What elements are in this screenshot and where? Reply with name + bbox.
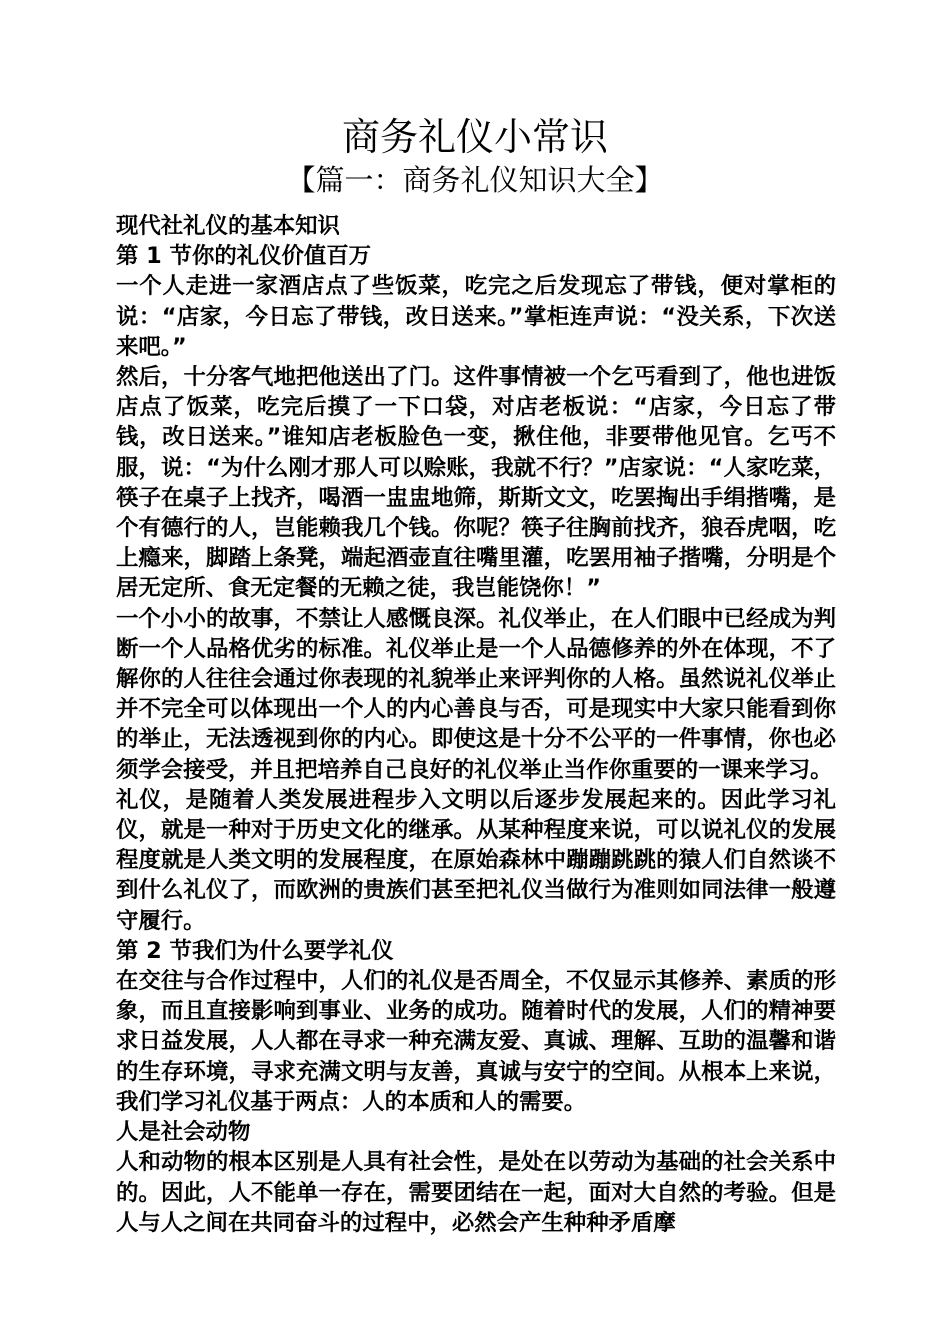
section-heading: 现代社礼仪的基本知识 [116, 213, 340, 239]
body-paragraph: 礼仪，是随着人类发展进程步入文明以后逐步发展起来的。因此学习礼仪，就是一种对于历史文化的继承。从某种程度来说，可以说礼仪的发展程度就是人类文明的发展程度，在原始森林中蹦蹦跳跳的猿人们自然谈不到什么礼仪了，而欧洲的贵族们甚至把礼仪当做行为准则如同法律一般遵守履行。 [116, 786, 836, 934]
body-paragraph: 一个人走进一家酒店点了些饭菜，吃完之后发现忘了带钱，便对掌柜的说：“店家，今日忘了带钱，改日送来。”掌柜连声说：“没关系，下次送来吧。” [116, 273, 836, 360]
body-paragraph: 在交往与合作过程中，人们的礼仪是否周全，不仅显示其修养、素质的形象，而且直接影响到事业、业务的成功。随着时代的发展，人们的精神要求日益发展，人人都在寻求一种充满友爱、真诚、理解、互助的温馨和谐的生存环境，寻求充满文明与友善，真诚与安宁的空间。从根本上来说，我们学习礼仪基于两点：人的本质和人的需要。 [116, 968, 836, 1115]
body-paragraph: 一个小小的故事，不禁让人感慨良深。礼仪举止，在人们眼中已经成为判断一个人品格优劣的标准。礼仪举止是一个人品德修养的外在体现，不了解你的人往往会通过你表现的礼貌举止来评判你的人格。虽然说礼仪举止并不完全可以体现出一个人的内心善良与否，可是现实中大家只能看到你的举止，无法透视到你的内心。即使这是十分不公平的一件事情，你也必须学会接受，并且把培养自己良好的礼仪举止当作你重要的一课来学习。 [116, 605, 836, 783]
body-paragraph: 人和动物的根本区别是人具有社会性，是处在以劳动为基础的社会关系中的。因此，人不能单一存在，需要团结在一起，面对大自然的考验。但是人与人之间在共同奋斗的过程中，必然会产生种种矛盾摩 [116, 1149, 836, 1236]
section-heading: 第 2 节我们为什么要学礼仪 [116, 937, 394, 964]
document-body [116, 211, 836, 1238]
section-heading: 第 1 节你的礼仪价值百万 [116, 243, 372, 270]
section-heading: 人是社会动物 [116, 1119, 251, 1146]
body-paragraph: 然后，十分客气地把他送出了门。这件事情被一个乞丐看到了，他也进饭店点了饭菜，吃完后摸了一下口袋，对店老板说：“店家，今日忘了带钱，改日送来。”谁知店老板脸色一变，揪住他，非要带他见官。乞丐不服，说：“为什么刚才那人可以赊账，我就不行？”店家说：“人家吃菜，筷子在桌子上找齐，喝酒一盅盅地筛，斯斯文文，吃罢掏出手绢揩嘴，是个有德行的人，岂能赖我几个钱。你呢？筷子往胸前找齐，狼吞虎咽，吃上瘾来，脚踏上条凳，端起酒壶直往嘴里灌，吃罢用袖子揩嘴，分明是个居无定所、食无定餐的无赖之徒，我岂能饶你！” [116, 364, 836, 602]
document-subtitle: 【篇一：商务礼仪知识大全】 [286, 163, 664, 197]
document-title: 商务礼仪小常识 [341, 115, 608, 159]
